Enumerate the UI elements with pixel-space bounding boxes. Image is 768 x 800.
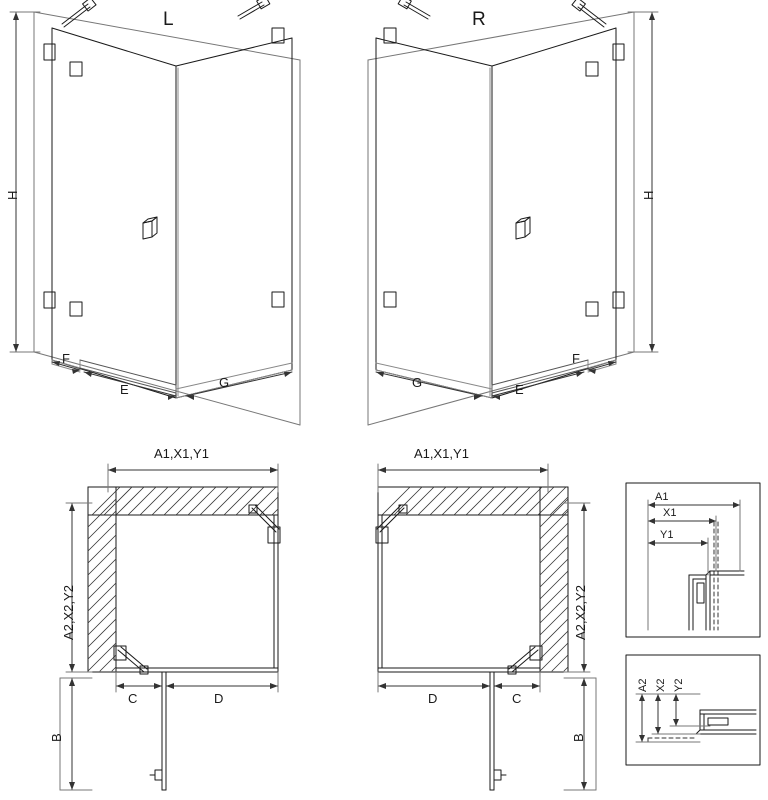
label-d-right: D: [428, 691, 438, 706]
label-x2-detail: X2: [655, 678, 667, 692]
plan-left-view: [60, 464, 280, 790]
label-height-left: H: [5, 190, 20, 200]
label-height-right: H: [641, 190, 656, 200]
label-e-left: E: [120, 382, 129, 397]
perspective-right-view: [368, 0, 658, 425]
label-a1x1y1-right: A1,X1,Y1: [414, 446, 469, 461]
label-g-right: G: [412, 375, 423, 390]
label-e-right: E: [515, 382, 524, 397]
label-x1-detail: X1: [663, 507, 677, 519]
label-f-right: F: [572, 351, 580, 366]
detail-bottom-view: [626, 655, 760, 765]
label-c-right: C: [512, 691, 522, 706]
label-a1x1y1-left: A1,X1,Y1: [154, 446, 209, 461]
label-y1-detail: Y1: [660, 529, 674, 541]
label-a2x2y2-right: A2,X2,Y2: [573, 585, 588, 640]
perspective-left-view: [10, 0, 300, 425]
plan-right-view: [376, 464, 596, 790]
label-c-left: C: [128, 691, 138, 706]
label-a1-detail: A1: [655, 491, 669, 503]
label-g-left: G: [219, 375, 230, 390]
label-a2-detail: A2: [637, 678, 649, 692]
label-y2-detail: Y2: [673, 678, 685, 692]
label-f-left: F: [62, 351, 70, 366]
label-a2x2y2-left: A2,X2,Y2: [61, 585, 76, 640]
label-b-right: B: [571, 733, 586, 742]
label-left-hand: L: [163, 9, 174, 30]
label-d-left: D: [214, 691, 224, 706]
label-right-hand: R: [472, 9, 486, 30]
detail-top-view: [626, 483, 760, 637]
label-b-left: B: [49, 733, 64, 742]
